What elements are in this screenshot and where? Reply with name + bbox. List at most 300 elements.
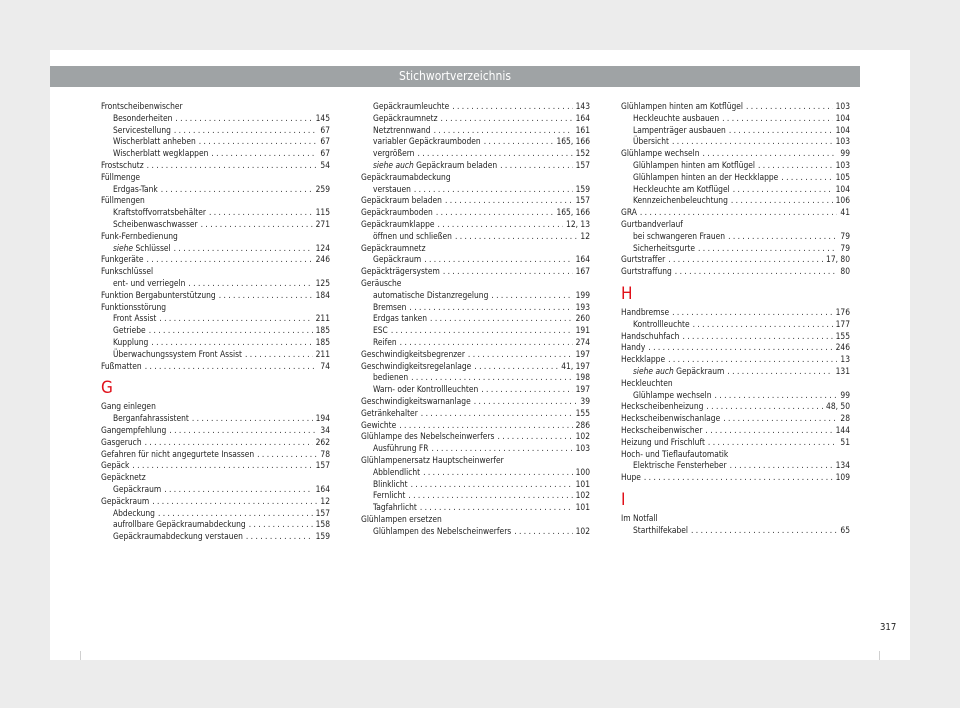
entry-page-reference: 131 xyxy=(835,365,850,376)
entry-text: Glühlampen des Nebelscheinwerfers xyxy=(373,525,512,536)
entry-page-reference: 12, 13 xyxy=(566,218,590,229)
entry-label xyxy=(621,101,743,113)
entry-text: Im Notfall xyxy=(621,512,658,523)
entry-text: ent- und verriegeln xyxy=(113,277,186,288)
entry-text: Gepäckraumboden xyxy=(361,207,433,218)
leader-dots xyxy=(441,113,573,125)
entry-text: Gewichte xyxy=(361,419,397,430)
entry-text: Funkschlüssel xyxy=(101,266,154,277)
leader-dots xyxy=(211,148,317,160)
entry-page-reference: 144 xyxy=(835,424,850,435)
entry-label xyxy=(373,337,397,349)
index-subentry xyxy=(361,148,590,160)
leader-dots xyxy=(199,136,318,148)
entry-text: Ausführung FR xyxy=(373,443,429,454)
entry-page-reference: 198 xyxy=(575,372,590,383)
entry-label xyxy=(373,148,414,160)
entry-page-reference: 211 xyxy=(315,348,330,359)
entry-page-reference: 54 xyxy=(320,159,330,170)
entry-text: GRA xyxy=(621,207,637,218)
index-subentry xyxy=(361,443,590,455)
entry-page-reference: 103 xyxy=(835,101,850,111)
leader-dots xyxy=(430,313,573,325)
entry-text: Lampenträger ausbauen xyxy=(633,124,726,135)
index-subentry xyxy=(361,384,590,396)
entry-page-reference: 271 xyxy=(315,218,330,229)
entry-label xyxy=(113,125,171,137)
entry-text: Reifen xyxy=(373,336,397,347)
leader-dots xyxy=(145,437,313,449)
index-subentry xyxy=(101,313,330,325)
index-column-1 xyxy=(101,101,330,543)
entry-label xyxy=(621,401,703,413)
crop-mark xyxy=(879,651,880,660)
entry-page-reference: 286 xyxy=(575,419,590,430)
leader-dots xyxy=(209,207,313,219)
leader-dots xyxy=(648,342,832,354)
entry-page-reference: 101 xyxy=(575,502,590,513)
entry-text: Servicestellung xyxy=(113,124,171,135)
entry-text: Elektrische Fensterheber xyxy=(633,460,727,471)
entry-label xyxy=(101,254,144,266)
leader-dots xyxy=(514,526,572,538)
leader-dots xyxy=(693,319,833,331)
entry-page-reference: 12 xyxy=(580,230,590,241)
entry-text: Scheibenwaschwasser xyxy=(113,218,198,229)
leader-dots xyxy=(421,408,573,420)
entry-text: Frostschutz xyxy=(101,159,144,170)
entry-text: Heckscheibenwischer xyxy=(621,424,703,435)
index-entry xyxy=(621,513,850,525)
entry-label xyxy=(361,431,494,443)
leader-dots xyxy=(727,366,832,378)
entry-page-reference: 184 xyxy=(315,289,330,300)
entry-label xyxy=(113,148,208,160)
entry-page-reference: 145 xyxy=(315,112,330,123)
index-subentry xyxy=(361,526,590,538)
leader-dots xyxy=(640,207,838,219)
index-subentry xyxy=(361,125,590,137)
index-entry xyxy=(361,455,590,467)
index-letter-heading: G xyxy=(101,378,113,399)
entry-text: Gepäckraumnetz xyxy=(361,242,426,253)
index-column-3 xyxy=(621,101,850,537)
entry-label xyxy=(101,195,145,207)
entry-text: ESC xyxy=(373,325,388,336)
entry-label xyxy=(113,413,189,425)
entry-text: Heckscheibenheizung xyxy=(621,401,704,412)
entry-text: Erdgas-Tank xyxy=(113,183,158,194)
entry-text: Gepäckträgersystem xyxy=(361,266,440,277)
entry-page-reference: 48, 50 xyxy=(826,401,850,412)
entry-page-reference: 13 xyxy=(840,354,850,365)
entry-text: Glühlampen hinten am Kotflügel xyxy=(621,101,744,111)
entry-page-reference: 167 xyxy=(575,266,590,277)
entry-label xyxy=(621,354,665,366)
entry-text: Handbremse xyxy=(621,306,670,317)
leader-dots xyxy=(249,519,313,531)
cross-reference-prefix: siehe auch xyxy=(373,159,414,170)
entry-page-reference: 100 xyxy=(575,466,590,477)
entry-page-reference: 67 xyxy=(320,136,330,147)
leader-dots xyxy=(698,243,837,255)
entry-text: variabler Gepäckraumboden xyxy=(373,136,481,147)
entry-label xyxy=(373,325,388,337)
entry-page-reference: 99 xyxy=(840,389,850,400)
leader-dots xyxy=(484,136,554,148)
entry-label xyxy=(621,254,665,266)
index-subentry xyxy=(361,325,590,337)
entry-page-reference: 103 xyxy=(835,136,850,147)
leader-dots xyxy=(474,396,578,408)
entry-label xyxy=(633,231,725,243)
leader-dots xyxy=(705,425,832,437)
index-entry xyxy=(101,266,330,278)
leader-dots xyxy=(706,401,823,413)
entry-label xyxy=(361,219,435,231)
index-subentry xyxy=(361,337,590,349)
leader-dots xyxy=(417,148,572,160)
index-entry xyxy=(621,472,850,484)
entry-page-reference: 104 xyxy=(835,124,850,135)
entry-page-reference: 12 xyxy=(320,495,330,506)
index-subentry xyxy=(101,519,330,531)
entry-text: Warn- oder Kontrollleuchten xyxy=(373,384,479,395)
entry-text: Funktionsstörung xyxy=(101,301,167,312)
entry-page-reference: 185 xyxy=(315,325,330,336)
entry-label xyxy=(373,443,428,455)
entry-page-reference: 161 xyxy=(575,124,590,135)
index-entry xyxy=(621,437,850,449)
entry-text: Glühlampenersatz Hauptscheinwerfer xyxy=(361,454,504,465)
index-subentry xyxy=(621,231,850,243)
entry-text: Glühlampe wechseln xyxy=(621,148,700,159)
index-subentry xyxy=(361,372,590,384)
entry-label xyxy=(373,526,511,538)
entry-page-reference: 28 xyxy=(840,413,850,424)
index-subentry xyxy=(361,254,590,266)
entry-label xyxy=(361,361,471,373)
entry-text: Fußmatten xyxy=(101,360,142,371)
entry-text: Glühlampe wechseln xyxy=(633,389,712,400)
entry-label xyxy=(373,384,478,396)
entry-page-reference: 262 xyxy=(315,436,330,447)
entry-text: Füllmenge xyxy=(101,171,141,182)
index-entry xyxy=(101,401,330,413)
entry-label xyxy=(113,508,155,520)
leader-dots xyxy=(672,307,833,319)
entry-text: Funk-Fernbedienung xyxy=(101,230,178,241)
entry-page-reference: 115 xyxy=(315,207,330,218)
index-entry xyxy=(361,219,590,231)
entry-text: Kraftstoffvorratsbehälter xyxy=(113,207,206,218)
entry-label xyxy=(633,525,688,537)
index-entry xyxy=(101,496,330,508)
index-entry xyxy=(621,254,850,266)
index-entry xyxy=(361,349,590,361)
entry-page-reference: 158 xyxy=(315,519,330,530)
entry-text: Kennzeichenbeleuchtung xyxy=(633,195,728,206)
index-subentry xyxy=(621,460,850,472)
entry-label xyxy=(373,372,408,384)
leader-dots xyxy=(438,219,564,231)
entry-label xyxy=(633,136,669,148)
entry-label xyxy=(633,125,726,137)
leader-dots xyxy=(246,531,313,543)
index-column-2 xyxy=(361,101,590,537)
index-subentry xyxy=(361,302,590,314)
entry-text: Gepäckraum xyxy=(673,365,725,376)
entry-text: öffnen und schließen xyxy=(373,230,452,241)
leader-dots xyxy=(408,490,572,502)
leader-dots xyxy=(152,496,317,508)
section-header: Stichwortverzeichnis xyxy=(50,66,860,87)
entry-label xyxy=(633,460,727,472)
index-entry xyxy=(101,160,330,172)
entry-label xyxy=(621,378,673,390)
entry-label xyxy=(101,302,166,314)
index-entry xyxy=(361,408,590,420)
entry-label xyxy=(101,101,183,113)
entry-page-reference: 165, 166 xyxy=(556,136,590,147)
entry-text: Geschwindigkeitsregelanlage xyxy=(361,360,472,371)
leader-dots xyxy=(668,354,837,366)
leader-dots xyxy=(715,390,838,402)
leader-dots xyxy=(668,254,823,266)
leader-dots xyxy=(728,231,837,243)
index-subentry xyxy=(101,219,330,231)
entry-page-reference: 103 xyxy=(835,159,850,170)
entry-page-reference: 51 xyxy=(840,436,850,447)
leader-dots xyxy=(722,113,832,125)
entry-text: Geräusche xyxy=(361,277,402,288)
leader-dots xyxy=(161,184,313,196)
index-entry xyxy=(361,266,590,278)
entry-label xyxy=(113,278,185,290)
leader-dots xyxy=(455,231,577,243)
entry-label xyxy=(101,290,216,302)
leader-dots xyxy=(151,337,312,349)
entry-text: vergrößern xyxy=(373,148,415,159)
entry-page-reference: 157 xyxy=(315,507,330,518)
entry-page-reference: 78 xyxy=(320,448,330,459)
index-subentry xyxy=(101,125,330,137)
entry-page-reference: 159 xyxy=(575,183,590,194)
entry-label xyxy=(361,455,504,467)
index-entry xyxy=(621,413,850,425)
index-entry xyxy=(101,290,330,302)
entry-label xyxy=(621,266,672,278)
entry-page-reference: 125 xyxy=(315,277,330,288)
leader-dots xyxy=(409,302,572,314)
entry-page-reference: 41, 197 xyxy=(561,360,590,371)
index-subentry xyxy=(621,184,850,196)
entry-label xyxy=(361,514,442,526)
entry-text: Gepäckraum beladen xyxy=(361,195,442,206)
entry-page-reference: 155 xyxy=(575,407,590,418)
entry-text: Wischerblatt anheben xyxy=(113,136,196,147)
entry-page-reference: 134 xyxy=(835,460,850,471)
index-subentry xyxy=(101,325,330,337)
entry-text: Getränkehalter xyxy=(361,407,418,418)
entry-text: Gang einlegen xyxy=(101,401,156,412)
leader-dots xyxy=(730,460,833,472)
entry-page-reference: 99 xyxy=(840,148,850,159)
entry-text: Handschuhfach xyxy=(621,330,680,341)
entry-label xyxy=(101,425,166,437)
index-subentry xyxy=(101,349,330,361)
entry-text: Kupplung xyxy=(113,336,149,347)
entry-page-reference: 67 xyxy=(320,148,330,159)
entry-page-reference: 17, 80 xyxy=(826,254,850,265)
entry-page-reference: 102 xyxy=(575,431,590,442)
entry-page-reference: 260 xyxy=(575,313,590,324)
leader-dots xyxy=(424,254,572,266)
entry-text: Gepäckraumabdeckung verstauen xyxy=(113,531,243,542)
entry-page-reference: 79 xyxy=(840,242,850,253)
leader-dots xyxy=(443,266,573,278)
index-subentry xyxy=(101,278,330,290)
leader-dots xyxy=(192,413,313,425)
entry-label xyxy=(621,413,720,425)
index-entry xyxy=(361,361,590,373)
entry-text: Glühlampen hinten am Kotflügel xyxy=(633,159,756,170)
index-entry xyxy=(361,278,590,290)
index-entry xyxy=(621,101,850,113)
index-subentry xyxy=(621,525,850,537)
entry-text: Heckleuchte ausbauen xyxy=(633,112,720,123)
leader-dots xyxy=(188,278,312,290)
index-subentry xyxy=(621,243,850,255)
entry-label xyxy=(101,172,140,184)
entry-text: Handy xyxy=(621,342,646,353)
entry-label xyxy=(113,349,242,361)
leader-dots xyxy=(245,349,313,361)
entry-page-reference: 199 xyxy=(575,289,590,300)
entry-text: Gepäckraumleuchte xyxy=(373,101,450,111)
entry-text: Berganfahrassistent xyxy=(113,413,189,424)
index-entry xyxy=(621,331,850,343)
entry-text: Kontrollleuchte xyxy=(633,318,690,329)
index-entry xyxy=(361,207,590,219)
index-entry xyxy=(101,437,330,449)
entry-text: Starthilfekabel xyxy=(633,524,689,535)
index-entry xyxy=(621,307,850,319)
entry-page-reference: 164 xyxy=(315,483,330,494)
entry-label xyxy=(113,184,158,196)
index-subentry xyxy=(621,160,850,172)
entry-page-reference: 274 xyxy=(575,336,590,347)
index-subentry xyxy=(621,390,850,402)
leader-dots xyxy=(158,508,313,520)
index-letter-heading: I xyxy=(621,489,626,510)
entry-page-reference: 259 xyxy=(315,183,330,194)
entry-text: Sicherheitsgurte xyxy=(633,242,696,253)
entry-text: Abblendlicht xyxy=(373,466,421,477)
entry-text: Abdeckung xyxy=(113,507,155,518)
leader-dots xyxy=(169,425,317,437)
entry-text: bedienen xyxy=(373,372,409,383)
leader-dots xyxy=(411,372,572,384)
index-entry xyxy=(621,401,850,413)
entry-text: Übersicht xyxy=(633,136,669,147)
entry-label xyxy=(361,266,440,278)
index-entry xyxy=(101,449,330,461)
index-entry xyxy=(101,172,330,184)
index-entry xyxy=(101,425,330,437)
index-subentry xyxy=(101,531,330,543)
leader-dots xyxy=(149,325,313,337)
entry-label xyxy=(101,401,156,413)
leader-dots xyxy=(399,420,572,432)
entry-label xyxy=(633,390,712,402)
entry-page-reference: 143 xyxy=(575,101,590,111)
index-subentry xyxy=(101,508,330,520)
index-subentry xyxy=(621,172,850,184)
leader-dots xyxy=(703,148,838,160)
entry-label xyxy=(621,425,702,437)
entry-label xyxy=(361,278,401,290)
index-entry xyxy=(101,460,330,472)
entry-page-reference: 155 xyxy=(835,330,850,341)
entry-text: Getriebe xyxy=(113,325,146,336)
index-entry xyxy=(621,266,850,278)
index-subentry xyxy=(621,113,850,125)
entry-label xyxy=(361,207,433,219)
entry-label xyxy=(361,172,451,184)
entry-text: Schlüssel xyxy=(133,242,171,253)
entry-text: Bremsen xyxy=(373,301,407,312)
leader-dots xyxy=(414,184,573,196)
entry-label xyxy=(101,160,144,172)
entry-label xyxy=(361,349,465,361)
entry-label xyxy=(361,396,471,408)
entry-text: Gepäckraum xyxy=(113,483,162,494)
index-subentry xyxy=(101,184,330,196)
entry-page-reference: 80 xyxy=(840,266,850,277)
entry-page-reference: 74 xyxy=(320,360,330,371)
entry-text: Gepäcknetz xyxy=(101,472,146,483)
index-subentry xyxy=(621,319,850,331)
index-entry xyxy=(621,425,850,437)
entry-label xyxy=(633,366,724,378)
leader-dots xyxy=(452,101,572,113)
entry-label xyxy=(101,496,149,508)
entry-text: Heckleuchte am Kotflügel xyxy=(633,183,730,194)
entry-page-reference: 65 xyxy=(840,524,850,535)
leader-dots xyxy=(497,431,572,443)
entry-text: Hupe xyxy=(621,472,641,483)
entry-label xyxy=(101,472,146,484)
leader-dots xyxy=(175,113,312,125)
leader-dots xyxy=(708,437,838,449)
leader-dots xyxy=(159,313,312,325)
entry-label xyxy=(621,342,645,354)
index-entry xyxy=(621,354,850,366)
entry-label xyxy=(373,254,421,266)
cross-reference-prefix: siehe xyxy=(113,242,134,253)
entry-text: Gepäckraumabdeckung xyxy=(361,171,451,182)
index-subentry xyxy=(361,290,590,302)
entry-text: bei schwangeren Frauen xyxy=(633,230,726,241)
entry-label xyxy=(373,490,405,502)
index-subentry xyxy=(101,113,330,125)
leader-dots xyxy=(491,290,572,302)
index-entry xyxy=(621,219,850,231)
entry-label xyxy=(361,195,442,207)
index-entry xyxy=(621,378,850,390)
entry-page-reference: 159 xyxy=(315,531,330,542)
